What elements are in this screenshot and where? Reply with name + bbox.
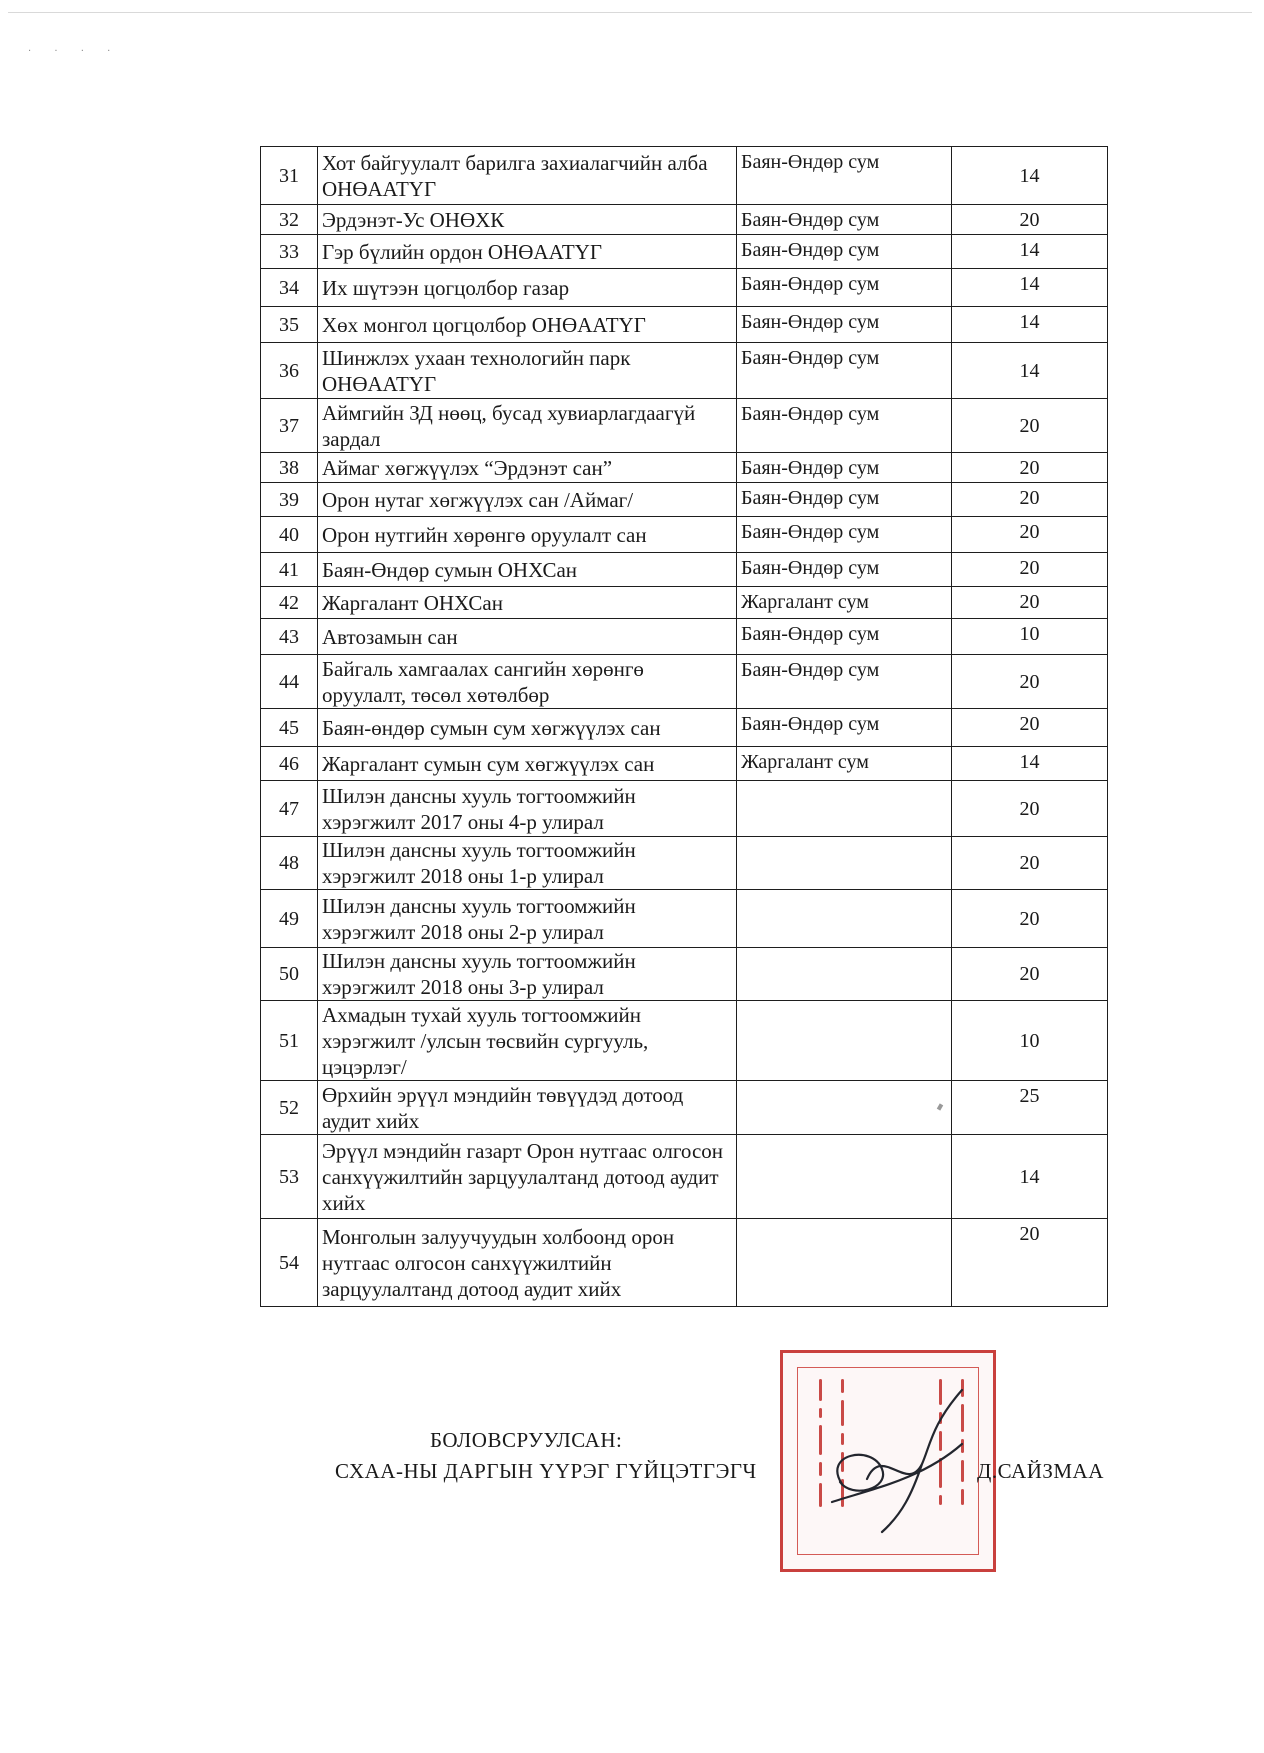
row-number-cell: 37 [261, 399, 318, 453]
row-number-cell: 34 [261, 269, 318, 307]
scan-dust-marks: · · · · [28, 46, 121, 57]
organization-name-cell: Байгаль хамгаалах сангийн хөрөнгө оруулалт, төсөл хөтөлбөр [318, 655, 737, 709]
location-cell: Баян-Өндөр сум [737, 399, 952, 453]
days-value-cell: 20 [952, 655, 1108, 709]
location-cell [737, 1081, 952, 1135]
signer-name: Д.САЙЗМАА [977, 1459, 1104, 1483]
row-number-cell: 52 [261, 1081, 318, 1135]
row-number-cell: 49 [261, 890, 318, 948]
days-value-cell: 20 [952, 399, 1108, 453]
location-cell: Баян-Өндөр сум [737, 269, 952, 307]
table-row [261, 453, 1108, 483]
days-value-cell: 20 [952, 517, 1108, 553]
location-cell: Баян-Өндөр сум [737, 205, 952, 235]
table-row [261, 269, 1108, 307]
table-row [261, 1219, 1108, 1307]
organization-name-cell: Аймаг хөгжүүлэх “Эрдэнэт сан” [318, 453, 737, 483]
table-row [261, 709, 1108, 747]
organization-name-cell: Монголын залуучуудын холбоонд орон нутгаас олгосон санхүүжилтийн зарцуулалтанд дотоод аудит хийх [318, 1219, 737, 1307]
row-number-cell: 35 [261, 307, 318, 343]
days-value-cell: 10 [952, 1001, 1108, 1081]
days-value-cell: 25 [952, 1081, 1108, 1135]
days-value-cell: 14 [952, 307, 1108, 343]
table-row [261, 147, 1108, 205]
row-number-cell: 41 [261, 553, 318, 587]
days-value-cell: 14 [952, 343, 1108, 399]
location-cell: Баян-Өндөр сум [737, 343, 952, 399]
days-value-cell: 20 [952, 837, 1108, 890]
row-number-cell: 45 [261, 709, 318, 747]
row-number-cell: 48 [261, 837, 318, 890]
table-row [261, 399, 1108, 453]
days-value-cell: 20 [952, 948, 1108, 1001]
prepared-by-label: БОЛОВСРУУЛСАН: [430, 1428, 623, 1452]
organization-name-cell: Эрдэнэт-Ус ОНӨХК [318, 205, 737, 235]
location-cell [737, 781, 952, 837]
organization-name-cell: Орон нутгийн хөрөнгө оруулалт сан [318, 517, 737, 553]
signer-position: СХАА-НЫ ДАРГЫН ҮҮРЭГ ГҮЙЦЭТГЭГЧ [335, 1459, 757, 1483]
row-number-cell: 40 [261, 517, 318, 553]
organization-name-cell: Ахмадын тухай хууль тогтоомжийн хэрэгжилт /улсын төсвийн сургууль, цэцэрлэг/ [318, 1001, 737, 1081]
audit-plan-table-body [261, 147, 1108, 1307]
row-number-cell: 33 [261, 235, 318, 269]
location-cell [737, 1001, 952, 1081]
days-value-cell: 14 [952, 235, 1108, 269]
days-value-cell: 20 [952, 1219, 1108, 1307]
days-value-cell: 20 [952, 483, 1108, 517]
organization-name-cell: Жаргалант сумын сум хөгжүүлэх сан [318, 747, 737, 781]
row-number-cell: 39 [261, 483, 318, 517]
organization-name-cell: Баян-өндөр сумын сум хөгжүүлэх сан [318, 709, 737, 747]
days-value-cell: 14 [952, 1135, 1108, 1219]
table-row [261, 587, 1108, 619]
days-value-cell: 20 [952, 553, 1108, 587]
organization-name-cell: Шилэн дансны хууль тогтоомжийн хэрэгжилт 2018 оны 3-р улирал [318, 948, 737, 1001]
days-value-cell: 20 [952, 205, 1108, 235]
row-number-cell: 36 [261, 343, 318, 399]
organization-name-cell: Өрхийн эрүүл мэндийн төвүүдэд дотоод аудит хийх [318, 1081, 737, 1135]
organization-name-cell: Шинжлэх ухаан технологийн парк ОНӨААТҮГ [318, 343, 737, 399]
row-number-cell: 51 [261, 1001, 318, 1081]
table-row [261, 205, 1108, 235]
organization-name-cell: Шилэн дансны хууль тогтоомжийн хэрэгжилт 2018 оны 2-р улирал [318, 890, 737, 948]
organization-name-cell: Орон нутаг хөгжүүлэх сан /Аймаг/ [318, 483, 737, 517]
table-row [261, 948, 1108, 1001]
organization-name-cell: Жаргалант ОНХСан [318, 587, 737, 619]
table-row [261, 1135, 1108, 1219]
days-value-cell: 20 [952, 890, 1108, 948]
organization-name-cell: Гэр бүлийн ордон ОНӨААТҮГ [318, 235, 737, 269]
handwritten-signature [812, 1384, 972, 1534]
location-cell: Баян-Өндөр сум [737, 483, 952, 517]
table-row [261, 343, 1108, 399]
row-number-cell: 44 [261, 655, 318, 709]
days-value-cell: 20 [952, 781, 1108, 837]
table-row [261, 890, 1108, 948]
row-number-cell: 42 [261, 587, 318, 619]
organization-name-cell: Эрүүл мэндийн газарт Орон нутгаас олгосон санхүүжилтийн зарцуулалтанд дотоод аудит хийх [318, 1135, 737, 1219]
location-cell: Баян-Өндөр сум [737, 655, 952, 709]
row-number-cell: 50 [261, 948, 318, 1001]
location-cell [737, 837, 952, 890]
table-row [261, 553, 1108, 587]
location-cell: Баян-Өндөр сум [737, 553, 952, 587]
organization-name-cell: Автозамын сан [318, 619, 737, 655]
days-value-cell: 10 [952, 619, 1108, 655]
organization-name-cell: Хот байгуулалт барилга захиалагчийн алба ОНӨААТҮГ [318, 147, 737, 205]
audit-plan-table [260, 146, 1108, 1307]
organization-name-cell: Баян-Өндөр сумын ОНХСан [318, 553, 737, 587]
table-row [261, 235, 1108, 269]
table-row [261, 655, 1108, 709]
table-row [261, 1081, 1108, 1135]
table-row [261, 517, 1108, 553]
location-cell [737, 1219, 952, 1307]
location-cell: Баян-Өндөр сум [737, 147, 952, 205]
days-value-cell: 14 [952, 269, 1108, 307]
table-row [261, 307, 1108, 343]
row-number-cell: 47 [261, 781, 318, 837]
location-cell: Баян-Өндөр сум [737, 453, 952, 483]
organization-name-cell: Хөх монгол цогцолбор ОНӨААТҮГ [318, 307, 737, 343]
row-number-cell: 46 [261, 747, 318, 781]
table-row [261, 781, 1108, 837]
days-value-cell: 14 [952, 147, 1108, 205]
row-number-cell: 43 [261, 619, 318, 655]
table-row [261, 483, 1108, 517]
location-cell: Жаргалант сум [737, 747, 952, 781]
days-value-cell: 20 [952, 709, 1108, 747]
days-value-cell: 20 [952, 587, 1108, 619]
location-cell [737, 1135, 952, 1219]
table-row [261, 619, 1108, 655]
table-row [261, 747, 1108, 781]
location-cell: Баян-Өндөр сум [737, 235, 952, 269]
days-value-cell: 20 [952, 453, 1108, 483]
organization-name-cell: Шилэн дансны хууль тогтоомжийн хэрэгжилт 2018 оны 1-р улирал [318, 837, 737, 890]
location-cell [737, 890, 952, 948]
organization-name-cell: Аймгийн ЗД нөөц, бусад хувиарлагдаагүй зардал [318, 399, 737, 453]
location-cell: Баян-Өндөр сум [737, 517, 952, 553]
location-cell: Баян-Өндөр сум [737, 307, 952, 343]
organization-name-cell: Шилэн дансны хууль тогтоомжийн хэрэгжилт 2017 оны 4-р улирал [318, 781, 737, 837]
scan-edge-line [8, 12, 1252, 13]
location-cell: Баян-Өндөр сум [737, 709, 952, 747]
days-value-cell: 14 [952, 747, 1108, 781]
row-number-cell: 32 [261, 205, 318, 235]
table-row [261, 1001, 1108, 1081]
location-cell: Жаргалант сум [737, 587, 952, 619]
location-cell: Баян-Өндөр сум [737, 619, 952, 655]
row-number-cell: 53 [261, 1135, 318, 1219]
organization-name-cell: Их шүтээн цогцолбор газар [318, 269, 737, 307]
row-number-cell: 54 [261, 1219, 318, 1307]
location-cell [737, 948, 952, 1001]
row-number-cell: 38 [261, 453, 318, 483]
table-row [261, 837, 1108, 890]
row-number-cell: 31 [261, 147, 318, 205]
